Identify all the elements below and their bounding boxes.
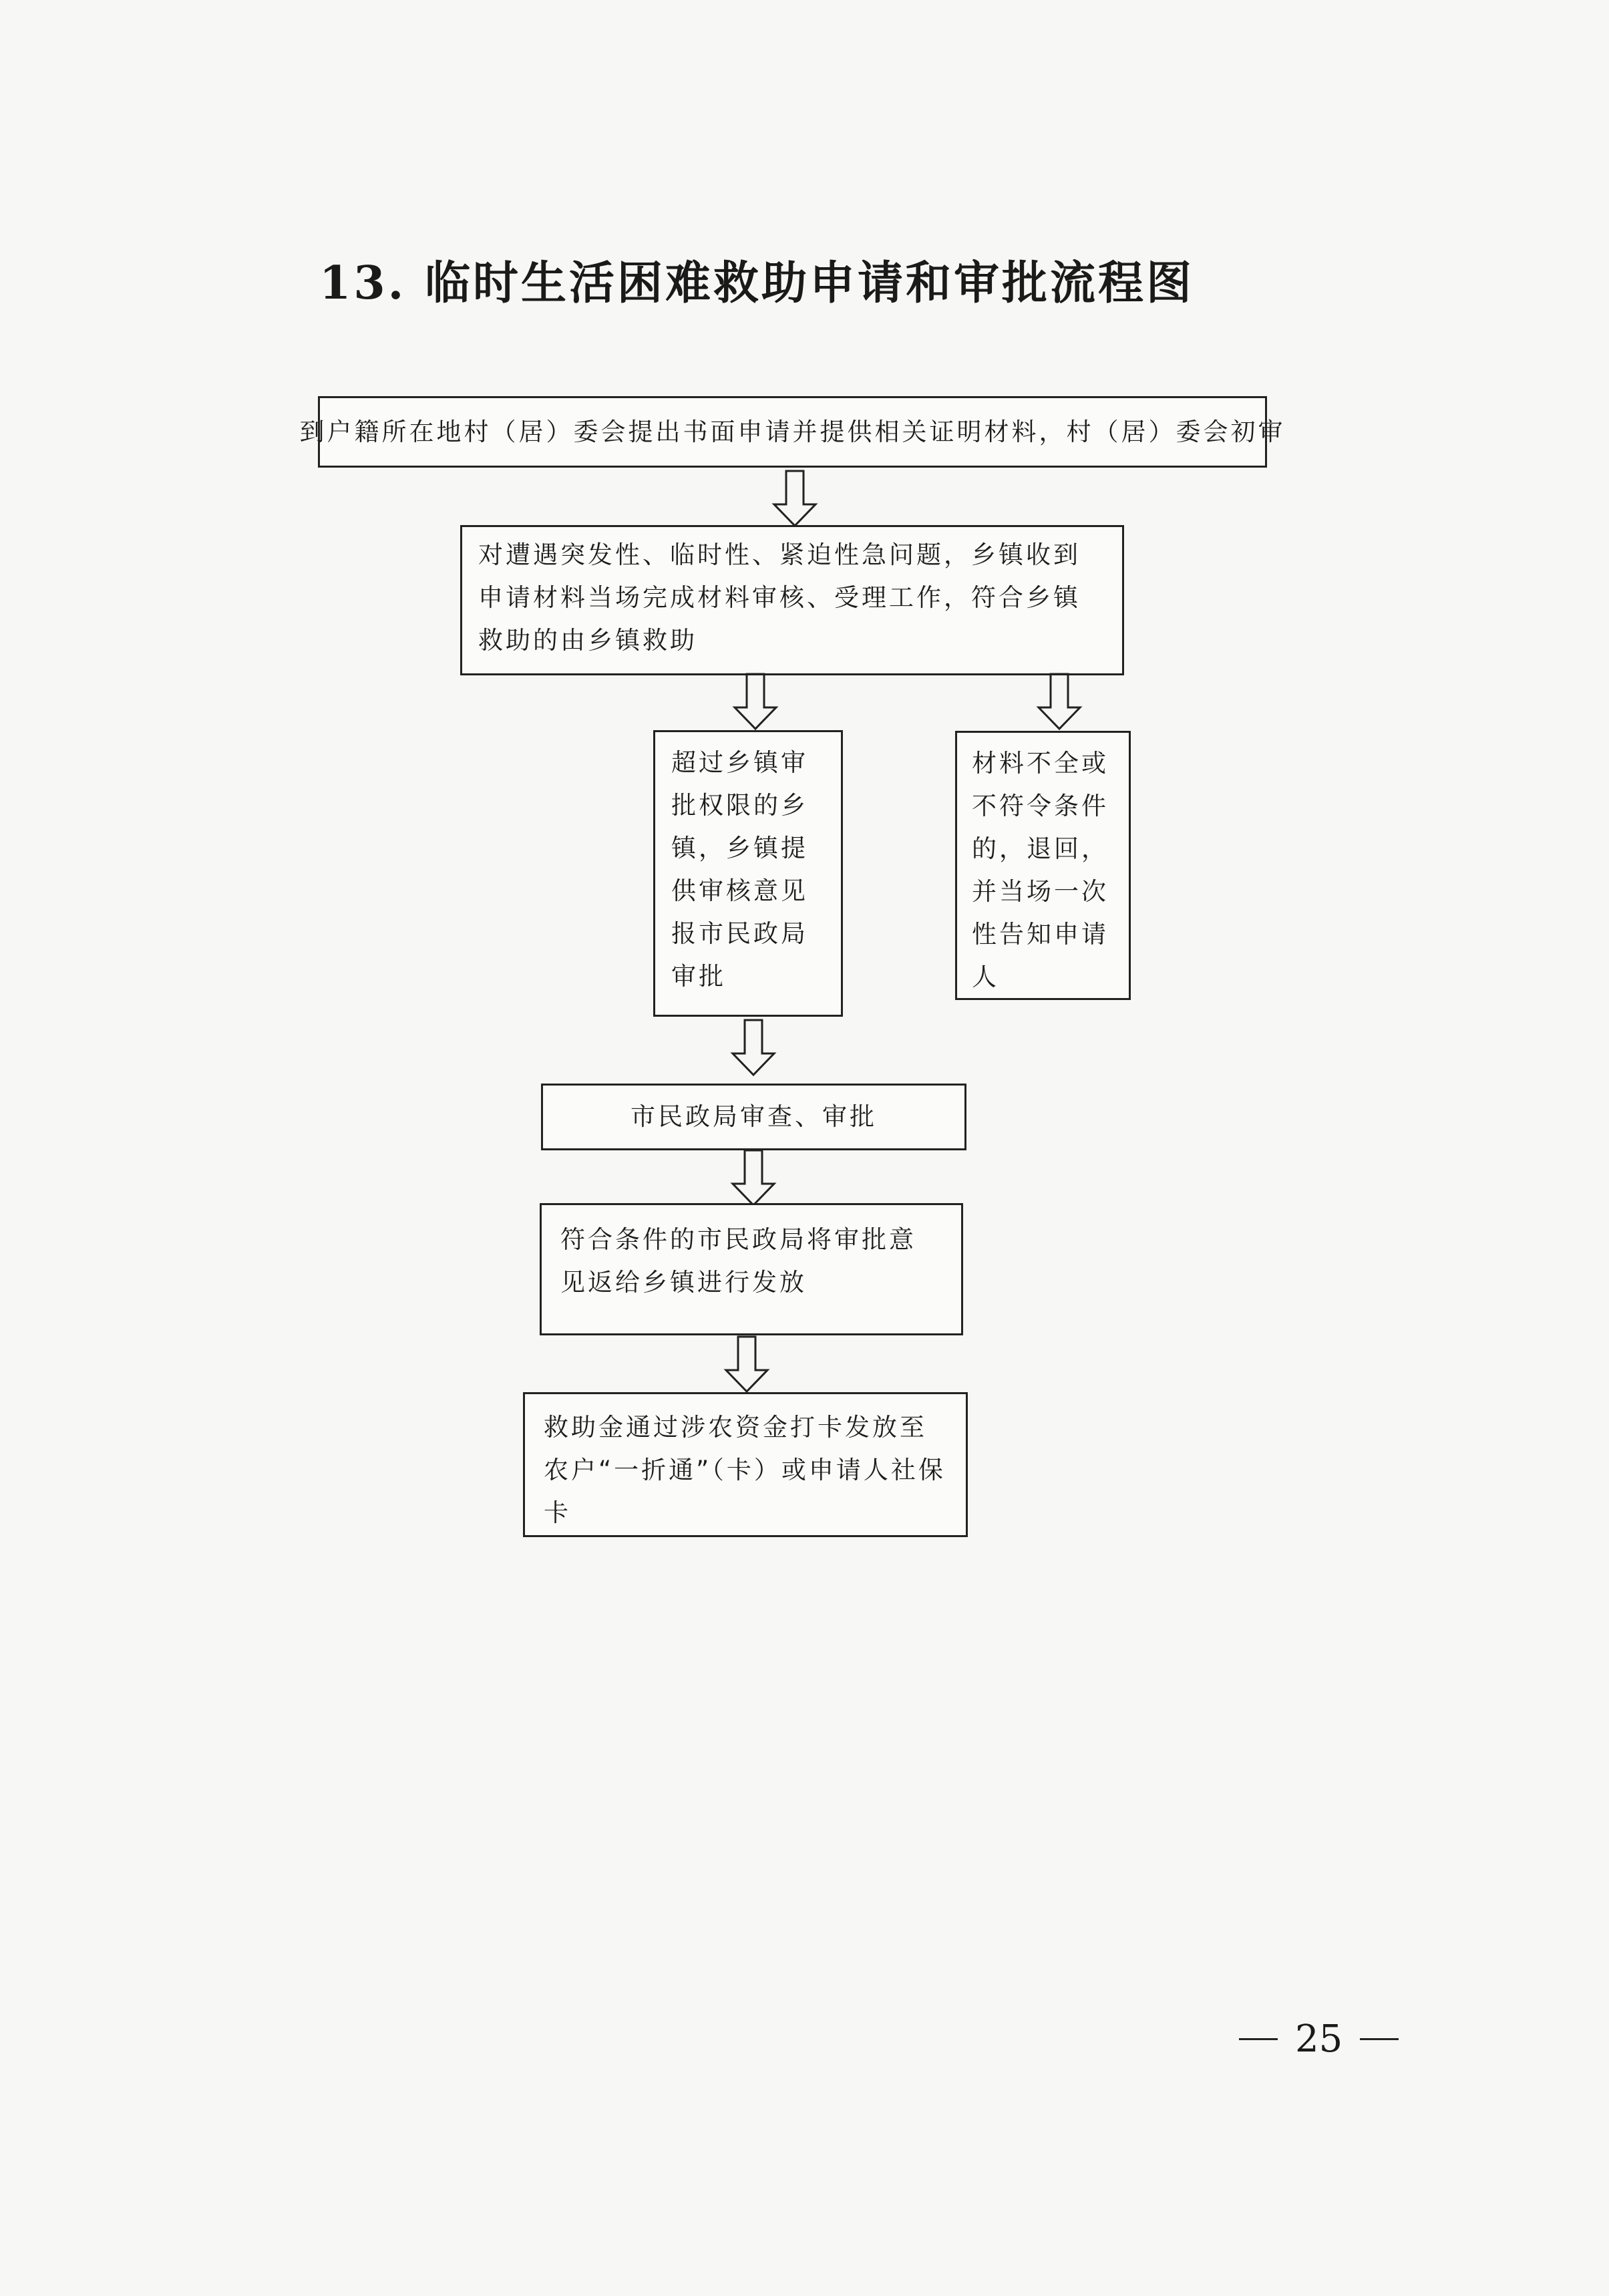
down-arrow-icon: [732, 673, 779, 730]
flow-box-exceed-authority: [653, 730, 843, 1017]
flow-box-city-review-text: 市民政局审查、审批: [631, 1102, 877, 1131]
flow-box-township: [460, 525, 1124, 675]
dash-right: [1360, 2038, 1399, 2040]
flow-box-reject-text: 材料不全或不符令条件的，退回，并当场一次性告知申请人: [972, 749, 1109, 991]
flow-box-reject: [955, 731, 1131, 1000]
page-number-value: 25: [1295, 2017, 1343, 2061]
flow-box-apply: [299, 396, 1286, 468]
flow-box-exceed-authority-text: 超过乡镇审批权限的乡镇，乡镇提供审核意见报市民政局审批: [671, 748, 808, 991]
dash-left: [1239, 2038, 1278, 2040]
flow-box-apply-text: 到户籍所在地村（居）委会提出书面申请并提供相关证明材料，村（居）委会初审: [299, 417, 1286, 446]
down-arrow-icon: [730, 1019, 777, 1076]
flow-box-return-township: [540, 1203, 963, 1335]
page-number: [1239, 2017, 1399, 2061]
flow-box-payment-text: 救助金通过涉农资金打卡发放至农户“一折通”（卡）或申请人社保卡: [544, 1413, 946, 1527]
down-arrow-icon: [771, 470, 818, 527]
flow-box-city-review: [541, 1084, 966, 1150]
flow-box-township-text: 对遭遇突发性、临时性、紧迫性急问题，乡镇收到申请材料当场完成材料审核、受理工作，符合乡镇救助的由乡镇救助: [478, 540, 1081, 655]
down-arrow-icon: [730, 1149, 777, 1206]
flow-box-payment: [523, 1392, 968, 1537]
page-title: 13. 临时生活困难救助申请和审批流程图: [319, 257, 1194, 310]
down-arrow-icon: [1036, 673, 1083, 730]
flow-box-return-township-text: 符合条件的市民政局将审批意见返给乡镇进行发放: [560, 1225, 916, 1297]
down-arrow-icon: [723, 1335, 770, 1393]
